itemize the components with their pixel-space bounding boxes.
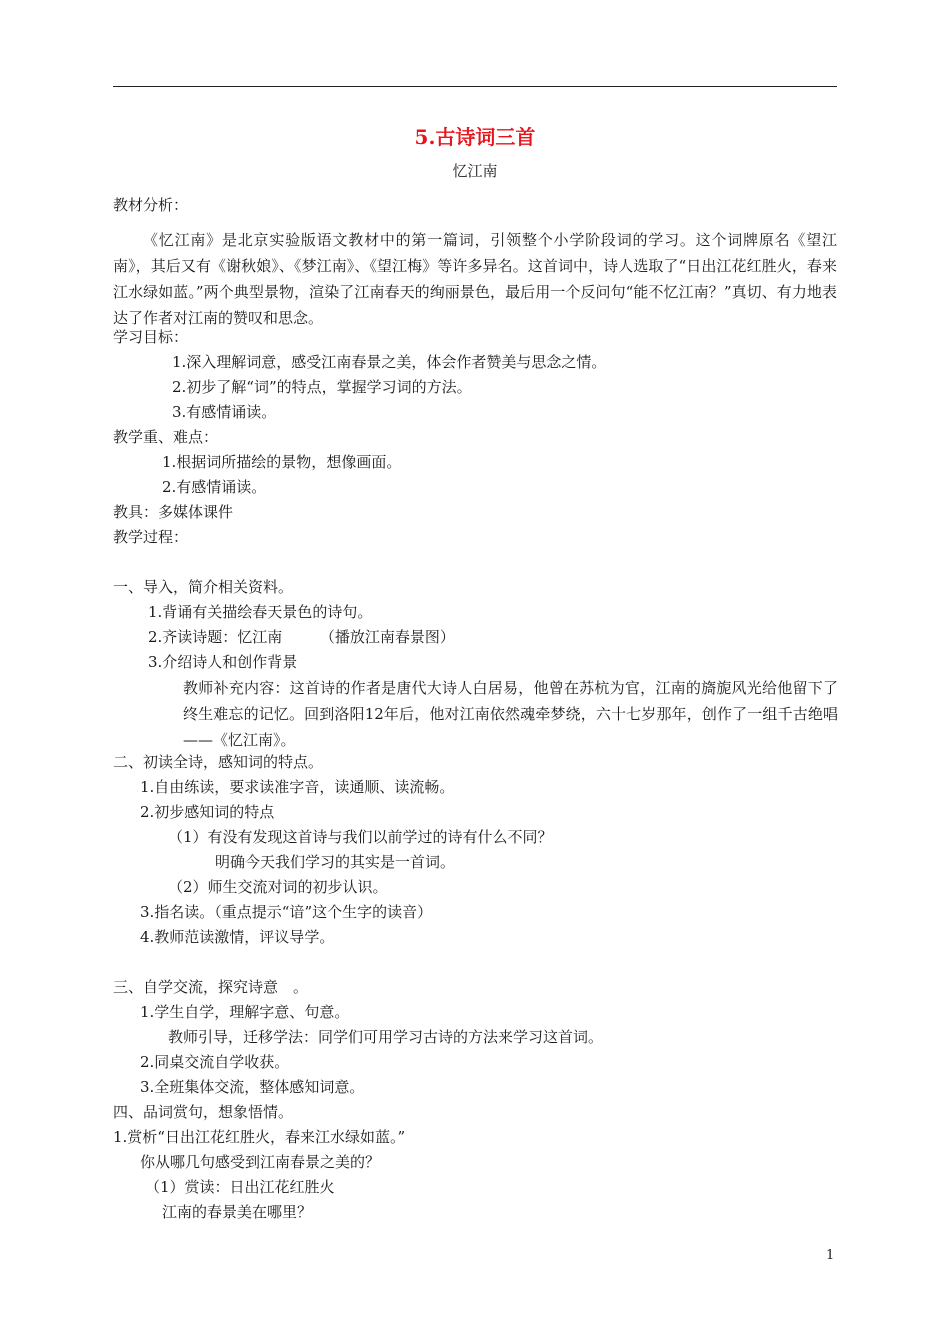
step-heading: 二、初读全诗，感知词的特点。 [113, 753, 324, 771]
list-item: 3.介绍诗人和创作背景 [148, 653, 298, 671]
page-number: 1 [826, 1248, 835, 1263]
list-item: 1.自由练读，要求读准字音，读通顺、读流畅。 [140, 778, 455, 796]
material-analysis-paragraph: 《忆江南》是北京实验版语文教材中的第一篇词，引领整个小学阶段词的学习。这个词牌原名《望江南》，其后又有《谢秋娘》、《梦江南》、《望江梅》等许多异名。这首词中，诗人选取了“日出江花红胜火，春来江水绿如蓝。”两个典型景物，渲染了江南春天的绚丽景色，最后用一个反问句“能不忆江南？”真切、有力地表达了作者对江南的赞叹和思念。 [113, 231, 837, 327]
list-item: 2.齐读诗题：忆江南 （播放江南春景图） [148, 628, 455, 646]
list-item: 3.有感情诵读。 [172, 403, 277, 421]
step-heading: 三、自学交流，探究诗意 。 [113, 978, 309, 996]
list-item: 4.教师范读激情，评议导学。 [140, 928, 335, 946]
list-item: 1.赏析“日出江花红胜火，春来江水绿如蓝。” [113, 1128, 406, 1146]
list-item: 1.背诵有关描绘春天景色的诗句。 [148, 603, 373, 621]
list-item: 2.初步了解“词”的特点，掌握学习词的方法。 [172, 378, 472, 396]
list-item: 1.深入理解词意，感受江南春景之美，体会作者赞美与思念之情。 [172, 353, 607, 371]
sub-item: 教师引导，迁移学法：同学们可用学习古诗的方法来学习这首词。 [168, 1028, 604, 1046]
sub-item: （1）赏读：日出江花红胜火 [145, 1178, 335, 1196]
section-heading: 教学过程： [113, 528, 189, 546]
step-heading: 一、导入，简介相关资料。 [113, 578, 294, 596]
list-item: 3.全班集体交流，整体感知词意。 [140, 1078, 365, 1096]
teacher-supplement-paragraph: 教师补充内容：这首诗的作者是唐代大诗人白居易，他曾在苏杭为官，江南的旖旎风光给他留下了终生难忘的记忆。回到洛阳12年后，他对江南依然魂牵梦绕，六十七岁那年，创作了一组千古绝唱——《忆江南》。 [183, 679, 838, 749]
section-heading: 学习目标： [113, 328, 189, 346]
sub-item: （1）有没有发现这首诗与我们以前学过的诗有什么不同？ [168, 828, 553, 846]
list-item: 2.有感情诵读。 [162, 478, 267, 496]
sub-item: 明确今天我们学习的其实是一首词。 [215, 853, 456, 871]
list-item: 2.初步感知词的特点 [140, 803, 275, 821]
poem-title: 忆江南 [452, 162, 498, 180]
list-item: 1.根据词所描绘的景物，想像画面。 [162, 453, 402, 471]
list-item: 2.同桌交流自学收获。 [140, 1053, 290, 1071]
section-heading: 教具：多媒体课件 [113, 503, 234, 521]
list-item: 1.学生自学，理解字意、句意。 [140, 1003, 350, 1021]
header-rule [113, 86, 837, 87]
list-item: 你从哪几句感受到江南春景之美的？ [140, 1153, 381, 1171]
section-heading: 教材分析： [113, 196, 189, 214]
step-heading: 四、品词赏句，想象悟情。 [113, 1103, 294, 1121]
list-item: 3.指名读。（重点提示“谙”这个生字的读音） [140, 903, 433, 921]
section-heading: 教学重、难点： [113, 428, 219, 446]
sub-item: （2）师生交流对词的初步认识。 [168, 878, 388, 896]
document-title: 5.古诗词三首 [414, 125, 536, 149]
sub-item: 江南的春景美在哪里？ [162, 1203, 313, 1221]
